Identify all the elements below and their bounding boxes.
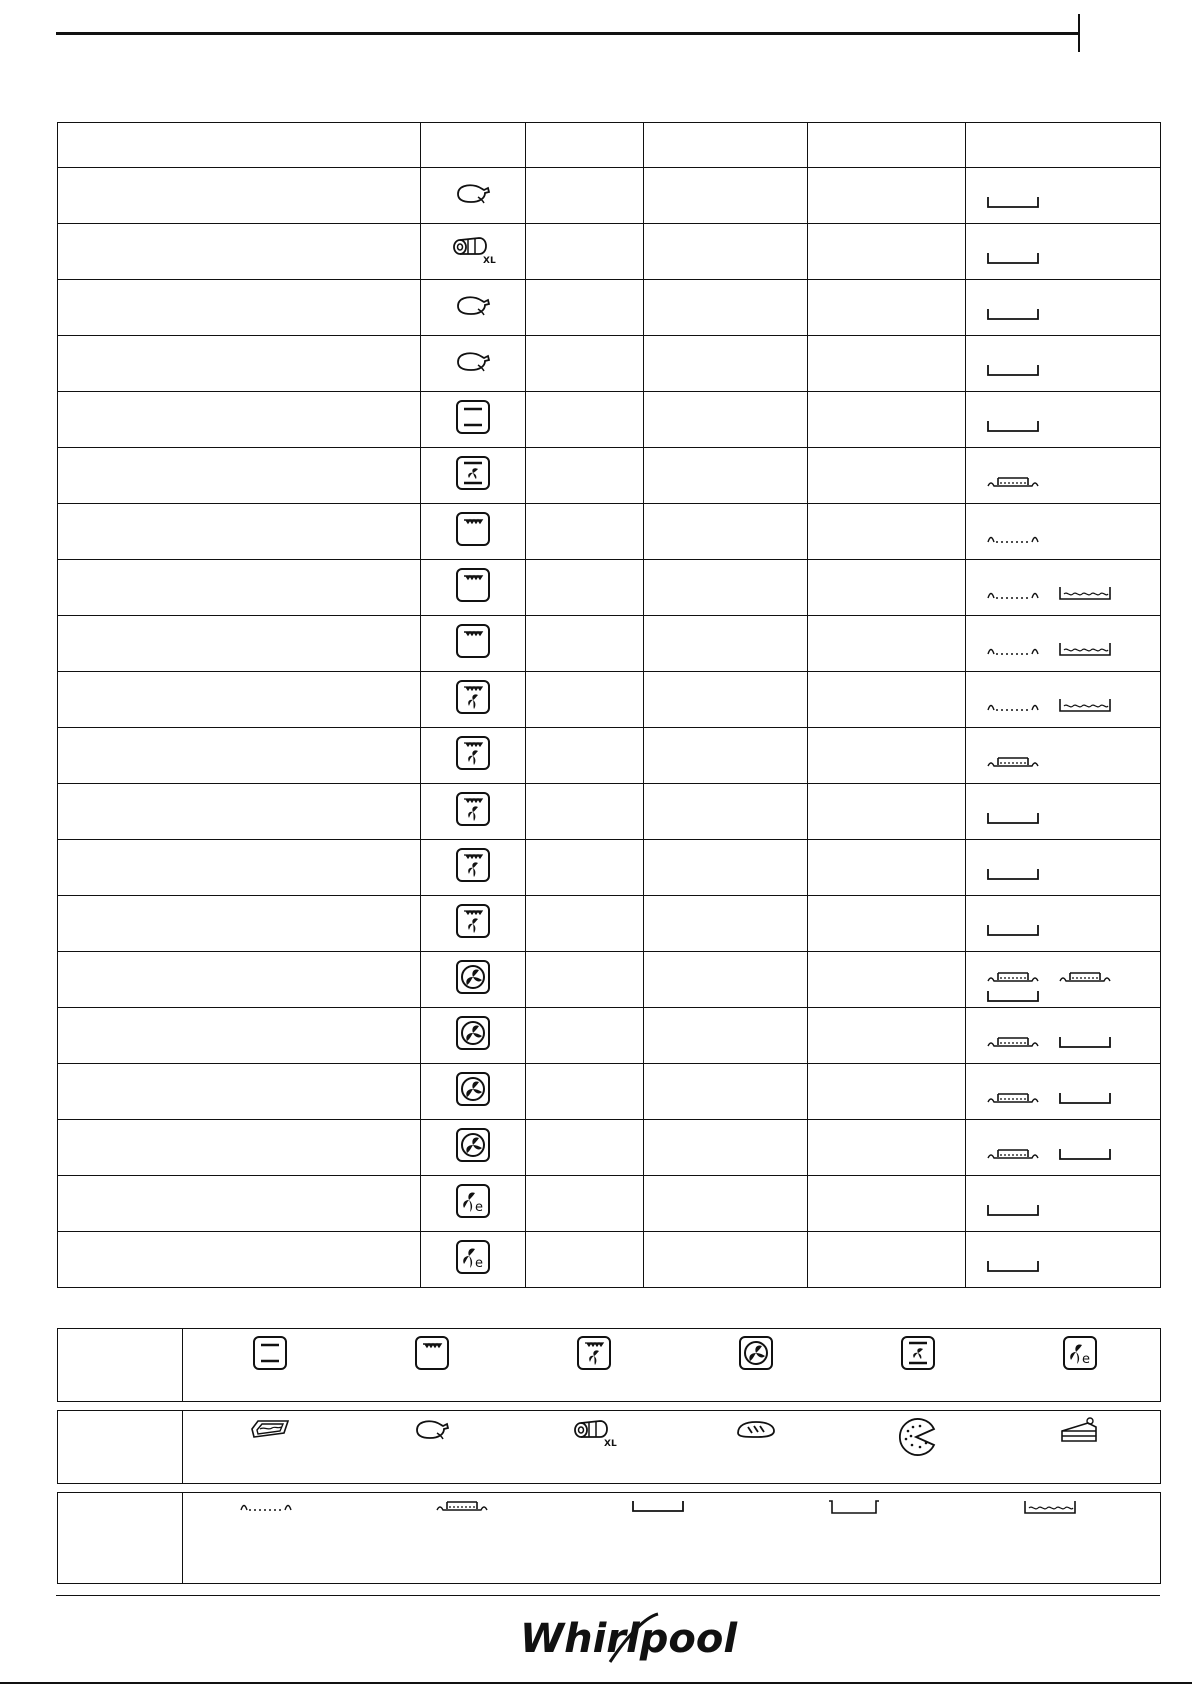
header-cell-accessories — [966, 123, 1161, 168]
cell-preheat — [525, 616, 643, 672]
cell-function — [421, 896, 526, 952]
cell-preheat — [525, 1120, 643, 1176]
eco-forced-air-function-icon — [454, 1183, 492, 1224]
drip-tray-icon — [986, 415, 1048, 433]
grill-function-icon — [413, 1335, 451, 1376]
forced-air-function-icon — [454, 959, 492, 1000]
cell-time — [808, 728, 966, 784]
cell-temperature — [644, 896, 808, 952]
cell-recipe — [58, 896, 421, 952]
table-row — [58, 616, 1161, 672]
whole-chicken-icon — [454, 349, 492, 378]
bread-icon — [734, 1417, 778, 1448]
cell-recipe — [58, 336, 421, 392]
cell-accessories — [966, 224, 1161, 280]
cell-accessories — [966, 1232, 1161, 1288]
drip-tray-with-water-icon — [1058, 639, 1120, 657]
cell-time — [808, 392, 966, 448]
cell-time — [808, 1008, 966, 1064]
convection-bake-function-icon — [899, 1335, 937, 1376]
cell-time — [808, 280, 966, 336]
grill-function-icon — [454, 623, 492, 664]
whirlpool-logo — [518, 1604, 738, 1674]
cell-time — [808, 952, 966, 1008]
lasagne-dish-icon — [248, 1417, 292, 1448]
cell-temperature — [644, 952, 808, 1008]
cell-recipe — [58, 1232, 421, 1288]
cell-time — [808, 896, 966, 952]
cell-recipe — [58, 392, 421, 448]
convection-bake-function-icon — [454, 455, 492, 496]
cell-accessories — [966, 560, 1161, 616]
svg-text:XL: XL — [482, 256, 496, 266]
cell-preheat — [525, 560, 643, 616]
cell-recipe — [58, 1064, 421, 1120]
cell-function — [421, 728, 526, 784]
cell-accessories — [966, 392, 1161, 448]
baking-tray-on-rack-icon — [986, 751, 1048, 769]
turbo-grill-function-icon — [454, 679, 492, 720]
forced-air-function-icon — [454, 1127, 492, 1168]
header-cell-preheat — [525, 123, 643, 168]
wire-shelf-icon — [986, 527, 1048, 545]
drip-tray-icon — [986, 985, 1048, 1003]
cell-temperature — [644, 616, 808, 672]
wire-shelf-icon — [239, 1499, 293, 1518]
table-row — [58, 448, 1161, 504]
pizza-icon — [896, 1417, 940, 1462]
cell-temperature — [644, 448, 808, 504]
cell-preheat — [525, 224, 643, 280]
cell-preheat — [525, 1176, 643, 1232]
cell-recipe — [58, 504, 421, 560]
cell-accessories — [966, 504, 1161, 560]
drip-tray-icon — [1058, 1031, 1120, 1049]
wire-shelf-icon — [986, 639, 1048, 657]
cell-time — [808, 1232, 966, 1288]
turbo-grill-function-icon — [454, 791, 492, 832]
cell-accessories — [966, 728, 1161, 784]
cell-recipe — [58, 1008, 421, 1064]
baking-tray-on-rack-icon — [435, 1499, 489, 1518]
drip-tray-icon — [1058, 1143, 1120, 1161]
table-row — [58, 168, 1161, 224]
cell-recipe — [58, 168, 421, 224]
cell-function — [421, 392, 526, 448]
whole-chicken-icon — [454, 181, 492, 210]
drip-tray-icon — [986, 1255, 1048, 1273]
cell-temperature — [644, 1232, 808, 1288]
forced-air-function-icon — [737, 1335, 775, 1376]
cell-temperature — [644, 840, 808, 896]
cell-time — [808, 168, 966, 224]
cell-recipe — [58, 1120, 421, 1176]
cell-time — [808, 1120, 966, 1176]
whole-chicken-icon — [413, 1417, 451, 1446]
table-row — [58, 784, 1161, 840]
cell-function — [421, 1008, 526, 1064]
cell-preheat — [525, 952, 643, 1008]
table-row — [58, 1232, 1161, 1288]
table-row — [58, 1176, 1161, 1232]
cell-recipe — [58, 840, 421, 896]
cell-accessories — [966, 168, 1161, 224]
cell-function — [421, 504, 526, 560]
cell-time — [808, 560, 966, 616]
legend-label-cell — [58, 1411, 183, 1483]
cell-time — [808, 840, 966, 896]
cell-recipe — [58, 728, 421, 784]
cell-accessories — [966, 1064, 1161, 1120]
cell-function — [421, 1232, 526, 1288]
cell-function — [421, 168, 526, 224]
cell-accessories — [966, 448, 1161, 504]
table-row — [58, 336, 1161, 392]
cell-function — [421, 448, 526, 504]
header-cell-function — [421, 123, 526, 168]
cell-time — [808, 1176, 966, 1232]
svg-text:XL: XL — [604, 1439, 617, 1449]
drip-tray-icon — [986, 359, 1048, 377]
cake-icon — [1058, 1417, 1102, 1450]
cell-accessories — [966, 1008, 1161, 1064]
cell-accessories — [966, 896, 1161, 952]
header-cell-temperature — [644, 123, 808, 168]
cell-function — [421, 784, 526, 840]
cell-preheat — [525, 784, 643, 840]
cell-temperature — [644, 392, 808, 448]
cell-accessories — [966, 1120, 1161, 1176]
wire-shelf-icon — [986, 583, 1048, 601]
cell-preheat — [525, 504, 643, 560]
cell-preheat — [525, 840, 643, 896]
legend-foods — [57, 1410, 1161, 1484]
cell-function — [421, 952, 526, 1008]
cell-preheat — [525, 672, 643, 728]
table-row — [58, 280, 1161, 336]
cell-function — [421, 280, 526, 336]
table-row — [58, 728, 1161, 784]
cell-function — [421, 560, 526, 616]
cell-temperature — [644, 504, 808, 560]
header-rule-tick — [1078, 14, 1080, 52]
cell-function — [421, 616, 526, 672]
header-cell-time — [808, 123, 966, 168]
cell-preheat — [525, 336, 643, 392]
baking-tray-on-rack-icon — [986, 471, 1048, 489]
baking-tray-icon — [827, 1499, 881, 1520]
cell-preheat — [525, 896, 643, 952]
table-row — [58, 952, 1161, 1008]
table-header-row — [58, 123, 1161, 168]
turbo-grill-function-icon — [454, 903, 492, 944]
cell-function — [421, 1064, 526, 1120]
cell-preheat — [525, 1064, 643, 1120]
cell-recipe — [58, 224, 421, 280]
cell-time — [808, 336, 966, 392]
cell-temperature — [644, 672, 808, 728]
cell-temperature — [644, 336, 808, 392]
table-row — [58, 896, 1161, 952]
conventional-function-icon — [251, 1335, 289, 1376]
svg-text:e: e — [474, 1200, 483, 1215]
cell-time — [808, 1064, 966, 1120]
table-row — [58, 224, 1161, 280]
baking-tray-on-rack-icon — [1058, 966, 1120, 984]
legend-label-cell — [58, 1493, 183, 1583]
turbo-grill-function-icon — [454, 735, 492, 776]
cell-temperature — [644, 168, 808, 224]
footer-rule — [56, 1595, 1160, 1596]
whole-chicken-icon — [454, 293, 492, 322]
wire-shelf-icon — [986, 695, 1048, 713]
svg-text:e: e — [474, 1256, 483, 1271]
grill-function-icon — [454, 567, 492, 608]
cell-temperature — [644, 280, 808, 336]
legend-functions — [57, 1328, 1161, 1402]
forced-air-function-icon — [454, 1015, 492, 1056]
cell-recipe — [58, 280, 421, 336]
baking-tray-on-rack-icon — [986, 1143, 1048, 1161]
forced-air-function-icon — [454, 1071, 492, 1112]
grill-function-icon — [454, 511, 492, 552]
cell-function — [421, 336, 526, 392]
cell-temperature — [644, 560, 808, 616]
cell-temperature — [644, 784, 808, 840]
cell-accessories — [966, 672, 1161, 728]
drip-tray-icon — [986, 191, 1048, 209]
cell-preheat — [525, 1232, 643, 1288]
cell-accessories — [966, 336, 1161, 392]
drip-tray-icon — [1058, 1087, 1120, 1105]
cell-preheat — [525, 168, 643, 224]
table-row — [58, 560, 1161, 616]
cell-function — [421, 1176, 526, 1232]
cell-function — [421, 1120, 526, 1176]
drip-tray-icon — [986, 1199, 1048, 1217]
cell-time — [808, 784, 966, 840]
table-row — [58, 1064, 1161, 1120]
drip-tray-icon — [631, 1499, 685, 1518]
header-cell-recipe — [58, 123, 421, 168]
drip-tray-icon — [986, 247, 1048, 265]
cell-temperature — [644, 224, 808, 280]
table-row — [58, 840, 1161, 896]
drip-tray-icon — [986, 807, 1048, 825]
cell-recipe — [58, 784, 421, 840]
eco-forced-air-function-icon — [454, 1239, 492, 1280]
cell-temperature — [644, 1008, 808, 1064]
cell-time — [808, 616, 966, 672]
roast-xl-icon — [572, 1417, 616, 1452]
legend-label-cell — [58, 1329, 183, 1401]
turbo-grill-function-icon — [575, 1335, 613, 1376]
roast-xl-icon — [451, 234, 495, 269]
cell-temperature — [644, 728, 808, 784]
legend-accessories — [57, 1492, 1161, 1584]
cell-accessories — [966, 952, 1161, 1008]
cell-recipe — [58, 616, 421, 672]
cell-function — [421, 840, 526, 896]
cell-time — [808, 504, 966, 560]
cell-time — [808, 448, 966, 504]
drip-tray-icon — [986, 303, 1048, 321]
turbo-grill-function-icon — [454, 847, 492, 888]
table-row — [58, 1008, 1161, 1064]
cell-recipe — [58, 448, 421, 504]
table-row — [58, 504, 1161, 560]
drip-tray-icon — [986, 919, 1048, 937]
svg-text:e: e — [1082, 1352, 1090, 1367]
conventional-function-icon — [454, 399, 492, 440]
brand-wordmark: Whirlpool — [520, 1616, 738, 1662]
cell-preheat — [525, 392, 643, 448]
cell-temperature — [644, 1120, 808, 1176]
cell-recipe — [58, 560, 421, 616]
table-row — [58, 1120, 1161, 1176]
cell-recipe — [58, 672, 421, 728]
cell-preheat — [525, 280, 643, 336]
drip-tray-icon — [986, 863, 1048, 881]
cell-temperature — [644, 1064, 808, 1120]
cell-preheat — [525, 1008, 643, 1064]
cell-time — [808, 672, 966, 728]
drip-tray-with-water-icon — [1058, 583, 1120, 601]
baking-tray-on-rack-icon — [986, 1031, 1048, 1049]
baking-tray-on-rack-icon — [986, 966, 1048, 984]
table-row — [58, 672, 1161, 728]
cell-accessories — [966, 840, 1161, 896]
eco-forced-air-function-icon — [1061, 1335, 1099, 1376]
cell-function — [421, 224, 526, 280]
cell-function — [421, 672, 526, 728]
drip-tray-with-water-icon — [1058, 695, 1120, 713]
cell-time — [808, 224, 966, 280]
cell-recipe — [58, 952, 421, 1008]
cell-accessories — [966, 784, 1161, 840]
cell-temperature — [644, 1176, 808, 1232]
cell-accessories — [966, 1176, 1161, 1232]
drip-tray-with-water-icon — [1023, 1499, 1077, 1520]
cell-recipe — [58, 1176, 421, 1232]
table-row — [58, 392, 1161, 448]
header-rule — [56, 32, 1078, 35]
page-edge-rule — [0, 1682, 1192, 1684]
cell-preheat — [525, 728, 643, 784]
cooking-table — [57, 122, 1161, 1288]
cell-preheat — [525, 448, 643, 504]
cell-accessories — [966, 616, 1161, 672]
cell-accessories — [966, 280, 1161, 336]
baking-tray-on-rack-icon — [986, 1087, 1048, 1105]
